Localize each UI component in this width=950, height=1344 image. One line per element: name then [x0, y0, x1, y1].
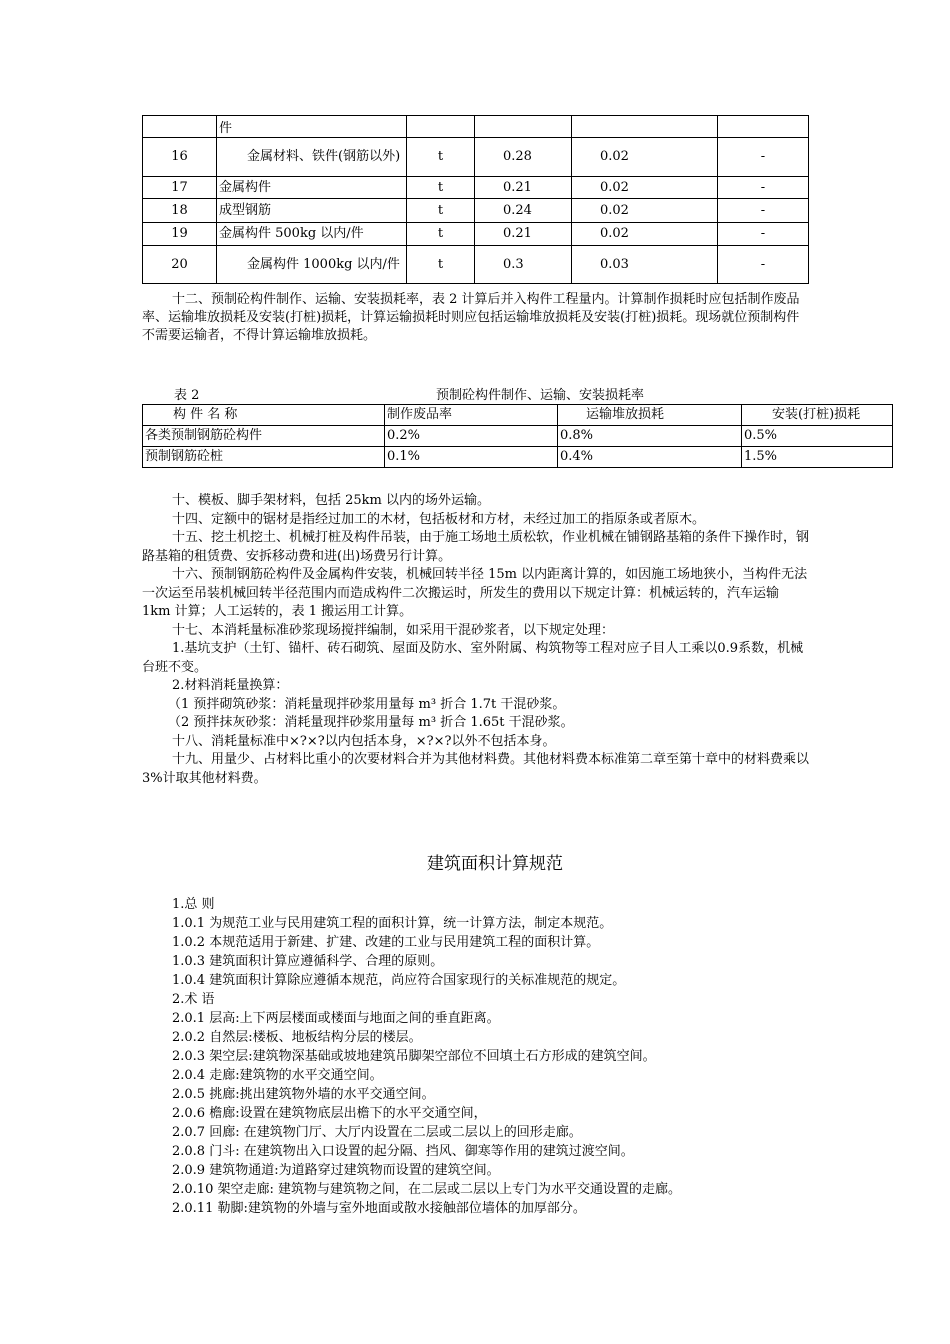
table-row — [143, 426, 893, 447]
paragraph-text: 1.基坑支护（土钉、锚杆、砖石砌筑、屋面及防水、室外附属、构筑物等工程对应子目人工乘以0.9系数，机械台班不变。 — [142, 641, 804, 675]
spec-line: 2.0.11 勒脚:建筑物的外墙与室外地面或散水接触部位墙体的加厚部分。 — [172, 1201, 586, 1216]
value-2: 0.02 — [572, 138, 718, 177]
unit: t — [407, 199, 475, 223]
paragraph-text: 十七、本消耗量标准砂浆现场搅拌编制，如采用干混砂浆者，以下规定处理： — [172, 622, 615, 638]
table-row — [143, 116, 809, 138]
value-1: 0.3 — [475, 246, 572, 284]
install-loss: 0.5% — [742, 426, 893, 447]
paragraph-text: 十五、挖土机挖土、机械打桩及构件吊装，由于施工场地土质松软，作业机械在铺钢路基箱的条件下操作时，钢路基箱的租赁费、安拆移动费和进(出)场费另行计算。 — [142, 530, 810, 564]
spec-line: 2.术 语 — [172, 992, 215, 1007]
unit — [407, 116, 475, 138]
header-transport-loss: 运输堆放损耗 — [558, 405, 742, 426]
spec-line: 2.0.1 层高:上下两层楼面或楼面与地面之间的垂直距离。 — [172, 1011, 500, 1026]
paragraph-text: 十九、用量少、占材料比重小的次要材料合并为其他材料费。其他材料费本标准第二章至第十章中的材料费乘以 3%计取其他材料费。 — [142, 752, 810, 786]
table-header-row — [143, 405, 893, 426]
material-name: 成型钢筋 — [217, 199, 407, 223]
spec-line: 2.0.5 挑廊:挑出建筑物外墙的水平交通空间。 — [172, 1087, 435, 1102]
table-row — [143, 138, 809, 177]
table2-title: 预制砼构件制作、运输、安装损耗率 — [436, 388, 645, 403]
value-1 — [475, 116, 572, 138]
transport-loss: 0.8% — [558, 426, 742, 447]
value-3: - — [718, 199, 809, 223]
material-name — [217, 246, 407, 284]
value-2: 0.02 — [572, 177, 718, 199]
unit: t — [407, 223, 475, 246]
value-2: 0.02 — [572, 223, 718, 246]
value-1: 0.28 — [475, 138, 572, 177]
value-1: 0.21 — [475, 223, 572, 246]
unit: t — [407, 177, 475, 199]
material-name-text: 金属材料、铁件(钢筋以外) — [247, 149, 401, 164]
paragraph-text: 十六、预制钢筋砼构件及金属构件安装，机械回转半径 15m 以内距离计算的，如因施工场地狭小，当构件无法一次运至吊装机械回转半径范围内而造成构件二次搬运时，所发生的费用以下规定计算：机械运转的，汽车运输 1km 计算；人工运转的，表 1 搬运用工计算。 — [142, 567, 808, 619]
material-name: 金属构件 — [217, 177, 407, 199]
table2-label: 表 2 — [174, 388, 200, 403]
unit: t — [407, 138, 475, 177]
header-production-loss: 制作废品率 — [385, 405, 558, 426]
paragraph-text: 十四、定额中的锯材是指经过加工的木材，包括板材和方材，未经过加工的指原条或者原木。 — [172, 511, 706, 527]
spec-line: 1.0.2 本规范适用于新建、扩建、改建的工业与民用建筑工程的面积计算。 — [172, 935, 600, 950]
value-3 — [718, 116, 809, 138]
header-component-name: 构 件 名 称 — [143, 405, 385, 426]
paragraph-text: （2 预拌抹灰砂浆：消耗量现拌砂浆用量每 m³ 折合 1.65t 干混砂浆。 — [168, 715, 574, 730]
row-number — [143, 116, 217, 138]
paragraph-twelve — [142, 291, 810, 345]
material-name: 件 — [217, 116, 407, 138]
spec-section — [172, 895, 681, 1218]
value-1: 0.24 — [475, 199, 572, 223]
production-loss: 0.1% — [385, 447, 558, 468]
row-number: 18 — [143, 199, 217, 223]
table-row — [143, 447, 893, 468]
table-row — [143, 199, 809, 223]
material-name — [217, 138, 407, 177]
consumption-table — [142, 115, 809, 284]
material-name: 金属构件 500kg 以内/件 — [217, 223, 407, 246]
spec-line: 1.0.3 建筑面积计算应遵循科学、合理的原则。 — [172, 954, 444, 969]
spec-line: 1.0.1 为规范工业与民用建筑工程的面积计算，统一计算方法，制定本规范。 — [172, 916, 613, 931]
value-1: 0.21 — [475, 177, 572, 199]
table-row — [143, 223, 809, 246]
paragraph-text: 十二、预制砼构件制作、运输、安装损耗率，表 2 计算后并入构件工程量内。计算制作损耗时应包括制作废品率、运输堆放损耗及安装(打桩)损耗，计算运输损耗时则应包括运输堆放损耗及安装(打桩)损耗。现场就位预制构件不需要运输者，不得计算运输堆放损耗。 — [142, 292, 800, 343]
value-2 — [572, 116, 718, 138]
row-number: 16 — [143, 138, 217, 177]
spec-line: 2.0.7 回廊: 在建筑物门厅、大厅内设置在二层或二层以上的回形走廊。 — [172, 1125, 582, 1140]
value-3: - — [718, 223, 809, 246]
section-heading: 建筑面积计算规范 — [427, 854, 563, 874]
paragraph-text: （1 预拌砌筑砂浆：消耗量现拌砂浆用量每 m³ 折合 1.7t 干混砂浆。 — [168, 696, 566, 712]
material-name-text: 金属构件 1000kg 以内/件 — [247, 256, 400, 272]
paragraph-text: 2.材料消耗量换算： — [172, 678, 289, 693]
header-install-loss: 安装(打桩)损耗 — [742, 405, 893, 426]
spec-line: 2.0.9 建筑物通道:为道路穿过建筑物而设置的建筑空间。 — [172, 1163, 500, 1178]
spec-line: 2.0.6 檐廊:设置在建筑物底层出檐下的水平交通空间， — [172, 1106, 487, 1121]
spec-line: 1.总 则 — [172, 897, 215, 912]
value-3: - — [718, 177, 809, 199]
row-number: 17 — [143, 177, 217, 199]
row-number: 19 — [143, 223, 217, 246]
spec-line: 2.0.3 架空层:建筑物深基础或坡地建筑吊脚架空部位不回填土石方形成的建筑空间。 — [172, 1049, 656, 1064]
transport-loss: 0.4% — [558, 447, 742, 468]
value-2: 0.03 — [572, 246, 718, 284]
value-2: 0.02 — [572, 199, 718, 223]
table-row — [143, 246, 809, 284]
row-number: 20 — [143, 246, 217, 284]
production-loss: 0.2% — [385, 426, 558, 447]
spec-line: 2.0.10 架空走廊: 建筑物与建筑物之间，在二层或二层以上专门为水平交通设置的走廊。 — [172, 1182, 681, 1197]
spec-line: 1.0.4 建筑面积计算除应遵循本规范，尚应符合国家现行的关标准规范的规定。 — [172, 973, 626, 988]
value-3: - — [718, 138, 809, 177]
spec-line: 2.0.4 走廊:建筑物的水平交通空间。 — [172, 1068, 383, 1083]
install-loss: 1.5% — [742, 447, 893, 468]
component-name: 各类预制钢筋砼构件 — [143, 426, 385, 447]
value-3: - — [718, 246, 809, 284]
loss-rate-table — [142, 404, 893, 468]
rules-section — [142, 492, 810, 788]
unit: t — [407, 246, 475, 284]
table-row — [143, 177, 809, 199]
spec-line: 2.0.2 自然层:楼板、地板结构分层的楼层。 — [172, 1030, 422, 1045]
paragraph-text: 十、模板、脚手架材料，包括 25km 以内的场外运输。 — [172, 493, 491, 508]
paragraph-text: 十八、消耗量标准中×?×?以内包括本身，×?×?以外不包括本身。 — [172, 733, 556, 749]
spec-line: 2.0.8 门斗: 在建筑物出入口设置的起分隔、挡风、御寒等作用的建筑过渡空间。 — [172, 1144, 634, 1159]
component-name: 预制钢筋砼桩 — [143, 447, 385, 468]
